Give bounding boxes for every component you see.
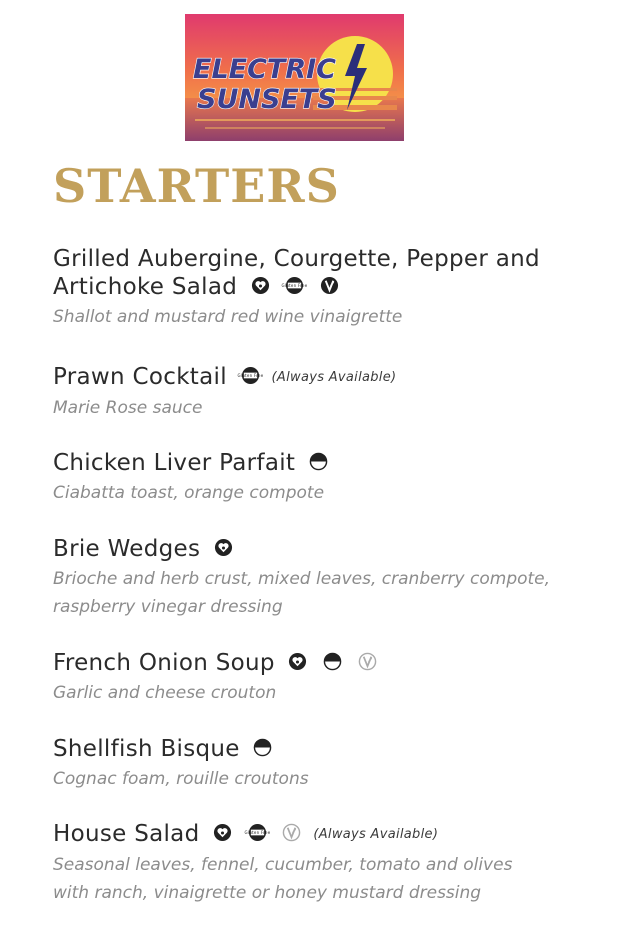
item-description: Seasonal leaves, fennel, cucumber, tomato and olives with ranch, vinaigrette or honey mustard dressing [53, 855, 513, 903]
gluten-free-icon [244, 823, 271, 842]
item-name: Grilled Aubergine, Courgette, Pepper and Artichoke Salad Gluten Free [53, 246, 540, 300]
vegetarian-icon [288, 652, 307, 671]
gluten-free-option-icon [309, 452, 328, 471]
section-heading-starters: STARTERS [53, 159, 340, 213]
dietary-icons [251, 272, 347, 298]
svg-text:Gluten Free: Gluten Free [244, 830, 271, 836]
electric-sunsets-logo [185, 14, 404, 141]
vegan-option-icon [358, 652, 377, 671]
menu-item [53, 534, 633, 621]
gluten-free-option-icon [323, 652, 342, 671]
dietary-icons [237, 362, 268, 388]
dietary-icons [214, 534, 241, 560]
vegan-option-icon [282, 823, 301, 842]
availability-note: (Always Available) [271, 370, 397, 385]
availability-note: (Always Available) [313, 827, 439, 842]
logo-text-line1: ELECTRIC [193, 54, 336, 85]
dietary-icons [288, 648, 384, 674]
logo-text-line2: SUNSETS [197, 84, 337, 115]
vegetarian-icon [251, 276, 270, 295]
menu-item [53, 246, 633, 331]
item-name: Brie Wedges [53, 534, 633, 562]
vegetarian-icon [213, 823, 232, 842]
menu-item [53, 734, 633, 793]
menu-item [53, 362, 633, 422]
dietary-icons [253, 734, 280, 760]
item-name: Chicken Liver Parfait [53, 448, 633, 476]
svg-text:Gluten Free: Gluten Free [237, 373, 264, 379]
item-description: Garlic and cheese crouton [53, 683, 277, 703]
vegan-icon [320, 276, 339, 295]
menu-item [53, 648, 633, 707]
item-description: Marie Rose sauce [53, 398, 203, 418]
item-name: Shellfish Bisque [53, 734, 633, 762]
svg-text:Gluten Free: Gluten Free [281, 283, 308, 289]
menu-item [53, 448, 633, 507]
vegetarian-icon [214, 538, 233, 557]
gluten-free-option-icon [253, 738, 272, 757]
item-description: Ciabatta toast, orange compote [53, 483, 325, 503]
dietary-icons [309, 448, 336, 474]
item-description: Brioche and herb crust, mixed leaves, cranberry compote, raspberry vinegar dressing [53, 569, 551, 617]
dietary-icons [213, 819, 309, 845]
item-description: Shallot and mustard red wine vinaigrette [53, 307, 403, 327]
item-name: Prawn Cocktail Gluten Free (Always Available) [53, 364, 397, 390]
item-name: House Salad Gluten Free (Always Available) [53, 821, 439, 847]
gluten-free-icon [281, 276, 308, 295]
item-name: French Onion Soup [53, 648, 633, 676]
gluten-free-icon [237, 366, 264, 385]
menu-item [53, 819, 633, 907]
item-description: Cognac foam, rouille croutons [53, 769, 309, 789]
